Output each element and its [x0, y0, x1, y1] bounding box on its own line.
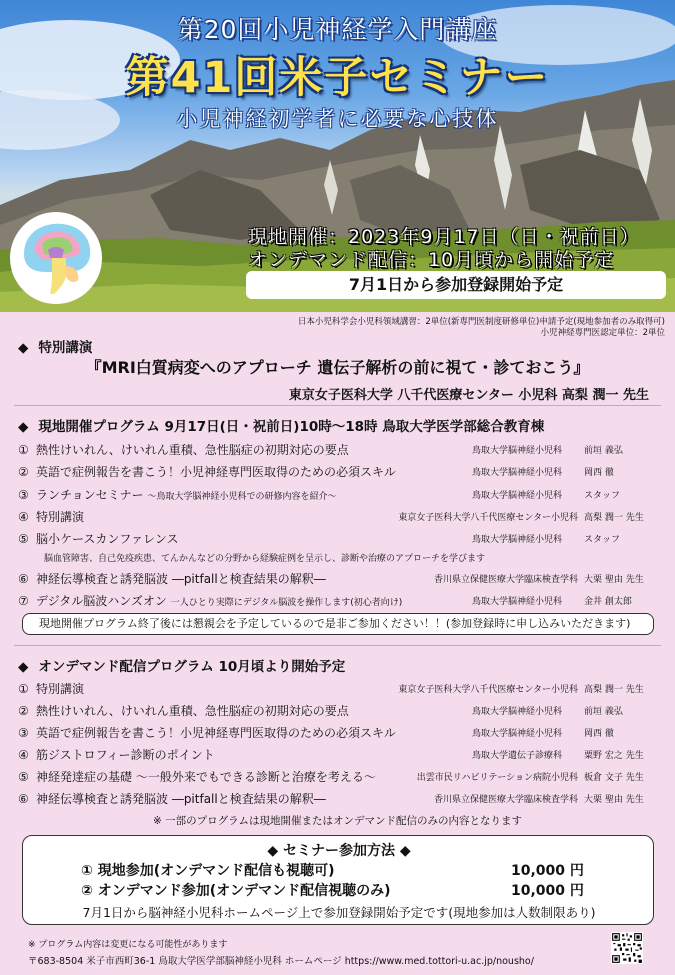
ondemand-date: オンデマンド配信：10月頃から開始予定	[248, 249, 615, 271]
onsite-program-item: ⑦ デジタル脳波ハンズオン 一人ひとり実際にデジタル脳波を操作します(初心者向け) 鳥取大学脳神経小児科 金井 創太郎	[18, 594, 632, 608]
onsite-date: 現地開催：2023年9月17日（日・祝前日）	[248, 226, 640, 248]
seminar-subtitle: 小児神経初学者に必要な心技体	[176, 107, 499, 131]
participation-footer: 7月1日から脳神経小児科ホームページ上で参加登録開始予定です(現地参加は人数制限あり)	[82, 905, 596, 920]
diamond-icon: ◆	[18, 340, 29, 356]
special-lecture-title: 『MRI白質病変へのアプローチ 遺伝子解析の前に視て・診ておこう』	[85, 358, 590, 377]
onsite-program-item: ② 英語で症例報告を書こう！小児神経専門医取得のための必須スキル 鳥取大学脳神経小児科 岡西 徹	[18, 465, 614, 479]
ondemand-program-heading: ◆ オンデマンド配信プログラム 10月頃より開始予定	[18, 659, 346, 675]
ondemand-program-item: ② 熱性けいれん、けいれん重積、急性脳症の初期対応の要点 鳥取大学脳神経小児科 前垣 義弘	[18, 704, 623, 718]
onsite-program-item: ④ 特別講演 東京女子医科大学八千代医療センター小児科 高梨 潤一 先生	[18, 510, 644, 524]
case-conference-note: 脳血管障害、自己免疫疾患、てんかんなどの分野から経験症例を呈示し、診断や治療のアプローチを学びます	[44, 554, 486, 564]
participation-option: ② オンデマンド参加(オンデマンド配信視聴のみ) 10,000 円	[81, 880, 391, 900]
course-title: 第20回小児神経学入門講座	[177, 15, 498, 44]
divider	[14, 645, 661, 646]
onsite-program-item: ③ ランチョンセミナー ～鳥取大学脳神経小児科での研修内容を紹介～ 鳥取大学脳神経小児科 スタッフ	[18, 488, 621, 502]
onsite-program-item: ⑤ 脳小ケースカンファレンス 鳥取大学脳神経小児科 スタッフ	[18, 532, 621, 546]
participation-method-box	[22, 835, 654, 925]
ondemand-program-item: ⑥ 神経伝導検査と誘発脳波 ―pitfallと検査結果の解釈― 香川県立保健医療大学臨床検査学科 大栗 聖由 先生	[18, 792, 644, 806]
onsite-program-item: ⑥ 神経伝導検査と誘発脳波 ―pitfallと検査結果の解釈― 香川県立保健医療大学臨床検査学科 大栗 聖由 先生	[18, 572, 644, 586]
diamond-icon: ◆	[18, 659, 29, 675]
social-gathering-note: 現地開催プログラム終了後には懇親会を予定しているので是非ご参加ください！！(参加登録時に申し込みいただきます)	[22, 613, 654, 635]
qr-code-icon[interactable]	[611, 932, 643, 964]
ondemand-program-item: ④ 筋ジストロフィー診断のポイント 鳥取大学遺伝子診療科 粟野 宏之 先生	[18, 748, 644, 762]
hero-banner	[0, 0, 675, 312]
participation-heading: ◆ セミナー参加方法 ◆	[267, 843, 411, 859]
ondemand-program-item: ③ 英語で症例報告を書こう！小児神経専門医取得のための必須スキル 鳥取大学脳神経小児科 岡西 徹	[18, 726, 614, 740]
special-lecture-speaker: 東京女子医科大学 八千代医療センター 小児科 高梨 潤一 先生	[288, 388, 649, 403]
divider	[14, 405, 661, 406]
participation-price: 10,000 円	[511, 883, 584, 899]
participation-option: ① 現地参加(オンデマンド配信も視聴可) 10,000 円	[81, 860, 335, 880]
contact-address: 〒683-8504 米子市西町36-1 鳥取大学医学部脳神経小児科 ホームページ https://www.med.tottori-u.ac.jp/nousho/	[28, 956, 534, 967]
ondemand-program-item: ① 特別講演 東京女子医科大学八千代医療センター小児科 高梨 潤一 先生	[18, 682, 644, 696]
special-lecture-heading: ◆ 特別講演	[18, 340, 93, 356]
credit-note: 日本小児科学会小児科領域講習：2単位(新専門医制度研修単位)申請予定(現地参加者のみ取得可)	[297, 317, 665, 327]
credit-note-2: 小児神経専門医認定単位：2単位	[540, 328, 665, 338]
seminar-title: 第41回米子セミナー	[125, 53, 550, 103]
diamond-icon: ◆	[18, 419, 29, 435]
change-notice: ※ プログラム内容は変更になる可能性があります	[28, 940, 228, 950]
onsite-program-item: ① 熱性けいれん、けいれん重積、急性脳症の初期対応の要点 鳥取大学脳神経小児科 前垣 義弘	[18, 443, 623, 457]
participation-price: 10,000 円	[511, 863, 584, 879]
program-note: ※ 一部のプログラムは現地開催またはオンデマンド配信のみの内容となります	[152, 815, 523, 827]
onsite-program-heading: ◆ 現地開催プログラム 9月17日(日・祝前日)10時～18時 鳥取大学医学部総合教育棟	[18, 419, 545, 435]
brain-logo-icon	[8, 210, 104, 306]
ondemand-program-item: ⑤ 神経発達症の基礎 ～一般外来でもできる診断と治療を考える～ 出雲市民リハビリテーション病院小児科 板倉 文子 先生	[18, 770, 644, 784]
registration-banner: 7月1日から参加登録開始予定	[246, 271, 666, 299]
